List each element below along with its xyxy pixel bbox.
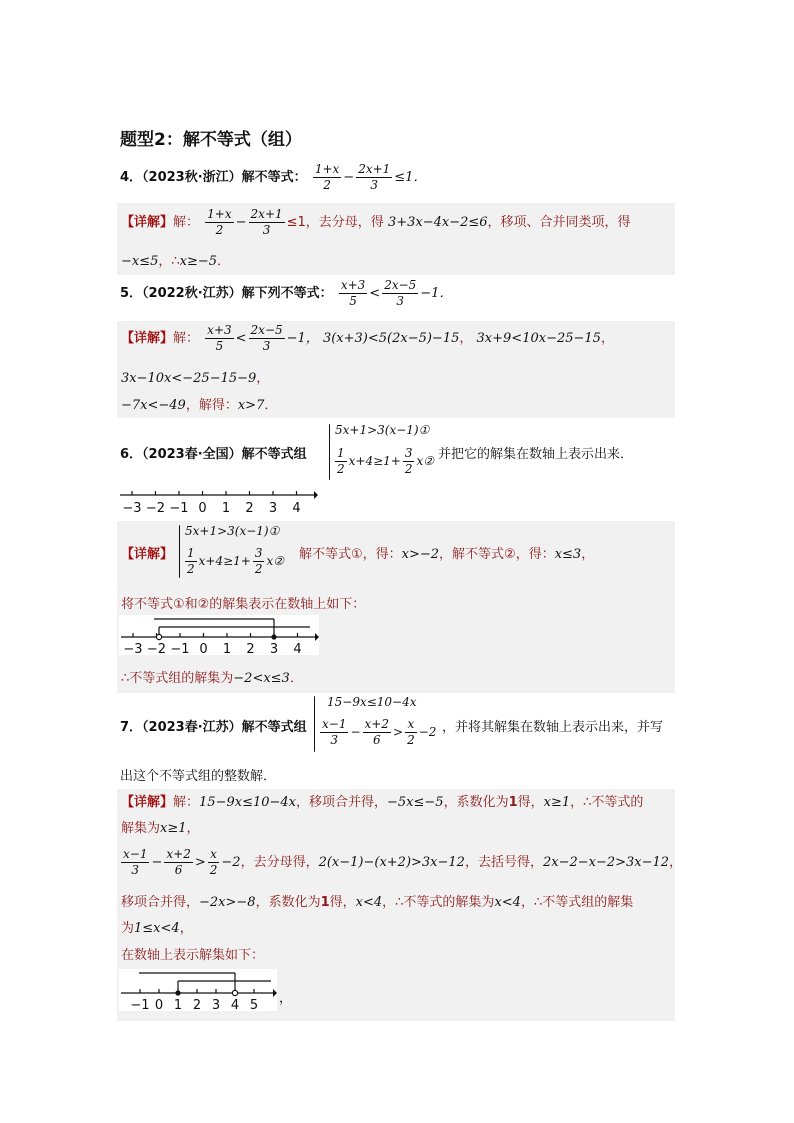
q5-frac-1: $\frac{x+3}{5}$: [340, 278, 366, 308]
q5-answer-box: [117, 321, 675, 418]
q6-answer-system-2: $\frac{1}{2}$ x+4≥1+ $\frac{3}{2}$ x②: [187, 546, 285, 576]
q7-answer-line-5: 为1≤x<4，: [121, 921, 193, 936]
q5-answer-line-2: 3x−10x<−25−15−9，: [121, 371, 270, 386]
q7-axis-tail: ，: [279, 991, 293, 1006]
q5-answer-line-1: 【详解】解： $\frac{x+3}{5}$ < $\frac{2x-5}{3}$ −1， 3(x+3)<5(2x−5)−15， 3x+9<10x−25−15，: [121, 323, 614, 353]
q7-closed-point: [175, 990, 180, 995]
axis-tick-label: 0: [154, 998, 164, 1011]
q7-answer-number-line: [119, 969, 277, 1011]
axis-tick-label: −1: [130, 998, 150, 1011]
q4-stem: 4．（2023秋·浙江）解不等式：: [120, 170, 307, 185]
q5-stem: 5．（2022秋·江苏）解下列不等式：: [120, 286, 333, 301]
q6-stem: 6．（2023春·全国）解不等式组: [120, 447, 307, 462]
axis-tick-label: −3: [123, 642, 143, 655]
q4-answer-line-2: −x≤5，∴x≥−5．: [121, 254, 231, 269]
q6-brace: [329, 424, 330, 480]
q6-system-line-2: $\frac{1}{2}$ x+4≥1+ $\frac{3}{2}$ x②: [337, 446, 435, 476]
axis-tick-label: 2: [246, 642, 255, 655]
axis-tick-label: 2: [192, 998, 202, 1011]
q6-answer-number-line: [119, 615, 319, 655]
q6-answer-line-2: 将不等式①和②的解集表示在数轴上如下：: [121, 597, 366, 612]
q6-tail: 并把它的解集在数轴上表示出来．: [438, 447, 634, 462]
q6-number-line: [118, 485, 318, 515]
q7-answer-line-4: 移项合并得，−2x>−8，系数化为1得，x<4，∴不等式的解集为x<4，∴不等式组的解集: [121, 895, 634, 910]
q7-answer-line-1: 【详解】解：15−9x≤10−4x，移项合并得，−5x≤−5，系数化为1得，x≥1，∴不等式的: [121, 795, 644, 810]
q7-stem-line-2: 出这个不等式组的整数解．: [120, 769, 277, 784]
q7-system-line-2: $\frac{x-1}{3}$ − $\frac{x+2}{6}$ > $\frac{x}{2}$ −2: [322, 717, 437, 747]
axis-tick-label: −1: [170, 642, 190, 655]
axis-tick-label: 5: [249, 998, 259, 1011]
axis-tick-label: 1: [222, 642, 232, 655]
section-title: 题型2：解不等式（组）: [120, 130, 302, 150]
q7-answer-line-3: $\frac{x-1}{3}$ − $\frac{x+2}{6}$ > $\frac{x}{2}$ −2，去分母得，2(x−1)−(x+2)>3x−12，去括号得，2x−2−x−2>3x−12，: [123, 847, 683, 877]
axis-tick-label: 1: [173, 998, 183, 1011]
axis-tick-label: 0: [198, 501, 207, 515]
axis-tick-label: 2: [245, 501, 254, 515]
q4-frac-2: $\frac{2x+1}{3}$: [358, 162, 391, 192]
axis-tick-label: −1: [169, 501, 189, 515]
axis-tick-label: 4: [293, 642, 302, 655]
axis-tick-label: 0: [199, 642, 208, 655]
axis-tick-label: −3: [122, 501, 142, 515]
q4-answer-box: [117, 203, 675, 275]
q6-answer-line-1: 解不等式①，得：x>−2，解不等式②，得：x≤3，: [299, 547, 595, 562]
axis-tick-label: −2: [145, 501, 166, 515]
axis-tick-label: 3: [268, 501, 278, 515]
q6-answer-system-1: 5x+1>3(x−1)①: [185, 524, 280, 538]
q4-answer-line-1: 【详解】解： $\frac{1+x}{2}$ − $\frac{2x+1}{3}$ ≤1，去分母，得 3+3x−4x−2≤6，移项、合并同类项，得: [121, 207, 631, 237]
question-4: 4．（2023秋·浙江）解不等式： $\frac{1+x}{2}$ − $\frac{2x+1}{3}$ ≤1．: [120, 162, 427, 192]
q7-answer-box: [117, 789, 683, 1021]
q4-ineq-end: ≤1．: [394, 170, 427, 185]
question-6: [120, 443, 307, 462]
axis-tick-label: 3: [211, 998, 221, 1011]
axis-tick-label: 3: [269, 642, 279, 655]
q7-system-line-1: 15−9x≤10−4x: [327, 695, 417, 709]
q6-answer-line-3: ∴不等式组的解集为−2<x≤3．: [121, 671, 303, 686]
q5-answer-line-3: −7x<−49，解得：x>7．: [121, 398, 278, 413]
q7-open-point: [232, 990, 237, 995]
q7-tail: ，并将其解集在数轴上表示出来，并写: [442, 720, 664, 735]
q7-answer-line-6: 在数轴上表示解集如下：: [121, 948, 265, 963]
axis-tick-label: 4: [230, 998, 240, 1011]
question-5: 5．（2022秋·江苏）解下列不等式： $\frac{x+3}{5}$ < $\frac{2x-5}{3}$ −1．: [120, 278, 453, 308]
q7-brace: [314, 696, 315, 752]
q6-closed-point: [271, 634, 276, 639]
q6-open-point: [156, 634, 161, 639]
q4-frac-1: $\frac{1+x}{2}$: [314, 162, 340, 192]
q7-answer-line-2: 解集为x≥1，: [121, 821, 200, 836]
q6-answer-box: 【详解】 5x+1>3(x−1)① $\frac{1}{2}$ x+4≥1+ $\frac{3}{2}$ x② 解不等式①，得：x>−2，解不等式②，得：x≤3， 将不等式①和②的解集表示在数轴上如下： −3 −2 −1 0 1 2 3 4 ∴不等式组的解集为−2<x≤3．: [117, 521, 675, 693]
q5-frac-2: $\frac{2x-5}{3}$: [384, 278, 417, 308]
axis-tick-label: −2: [146, 642, 167, 655]
axis-tick-label: 4: [292, 501, 301, 515]
question-7: [120, 716, 307, 735]
axis-tick-label: 1: [221, 501, 231, 515]
q7-stem: 7．（2023春·江苏）解不等式组: [120, 720, 307, 735]
q6-system-line-1: 5x+1>3(x−1)①: [335, 423, 430, 437]
